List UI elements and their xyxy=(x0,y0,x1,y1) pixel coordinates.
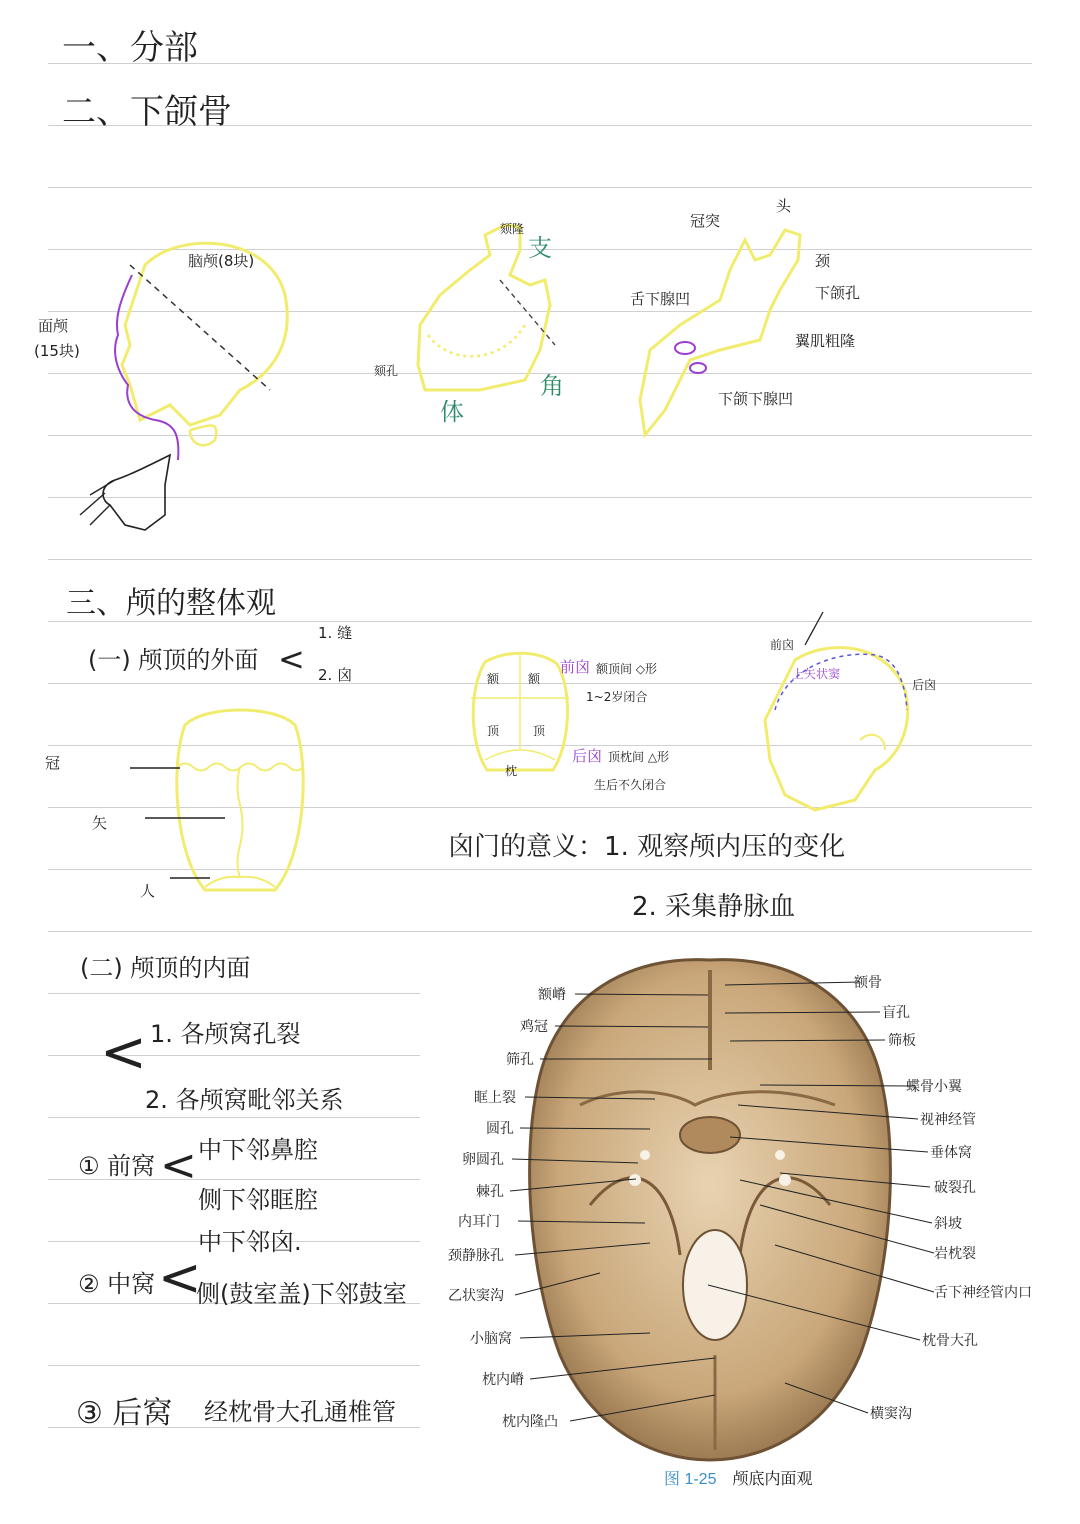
skull-side-sketch xyxy=(70,225,300,555)
anterior-fontanelle-desc: 额顶间 ◇形 xyxy=(596,662,658,676)
atlas-label-foramen-ovale: 卵圆孔 xyxy=(462,1152,504,1168)
fossa-anterior-side: 侧下邻眶腔 xyxy=(198,1186,318,1214)
brace-anterior: < xyxy=(160,1140,197,1191)
atlas-label-cribriform-plate: 筛板 xyxy=(888,1033,916,1049)
atlas-label-internal-occipital-crest: 枕内嵴 xyxy=(482,1372,524,1388)
posterior-fontanelle-label: 后囟 xyxy=(572,747,603,765)
infant-q2: 额 xyxy=(528,672,541,686)
posterior-fontanelle-close: 生后不久闭合 xyxy=(594,778,667,792)
label-chin-small: 颏隆 xyxy=(500,222,525,236)
heading-mandible: 二、下颌骨 xyxy=(62,92,232,132)
label-pterygoid: 翼肌粗隆 xyxy=(795,332,856,350)
atlas-label-superior-orbital-fissure: 眶上裂 xyxy=(474,1090,516,1106)
atlas-label-frontal-bone: 额骨 xyxy=(854,975,882,991)
label-head: 头 xyxy=(776,197,792,215)
fossa-posterior: ③ 后窝 xyxy=(76,1396,173,1431)
fossa-middle-side: 侧(鼓室盖)下邻鼓室 xyxy=(196,1280,407,1308)
label-neck: 颈 xyxy=(815,252,831,270)
vault-item-suture: 1. 缝 xyxy=(318,624,353,642)
atlas-label-internal-occipital-protuberance: 枕内隆凸 xyxy=(502,1414,558,1430)
infant-head-sketch xyxy=(755,600,955,820)
brace-fossae: < xyxy=(100,1020,147,1085)
atlas-label-optic-canal: 视神经管 xyxy=(920,1112,976,1128)
fossa-middle-mid: 中下邻囟. xyxy=(198,1228,302,1256)
atlas-label-foramen-cecum: 盲孔 xyxy=(882,1005,910,1021)
infant-q5: 枕 xyxy=(505,764,518,778)
label-facial-count: (15块) xyxy=(34,342,80,360)
heading-divisions: 一、分部 xyxy=(62,28,198,68)
label-mandibular-foramen: 下颌孔 xyxy=(815,284,861,302)
significance-item-1: 1. 观察颅内压的变化 xyxy=(604,832,846,862)
atlas-label-clivus: 斜坡 xyxy=(934,1216,962,1232)
fossa-middle: ② 中窝 xyxy=(78,1270,156,1298)
infant-q4: 顶 xyxy=(533,724,546,738)
infant-skull-top xyxy=(465,650,575,780)
atlas-label-cerebellar-fossa: 小脑窝 xyxy=(470,1331,512,1347)
figure-title: 颅底内面观 xyxy=(732,1471,813,1488)
mandible-side-sketch xyxy=(630,200,890,450)
figure-number: 图 1-25 xyxy=(664,1471,717,1488)
brace-middle: < xyxy=(158,1248,202,1308)
label-sagittal-suture: 矢 xyxy=(92,814,108,832)
atlas-label-foramen-lacerum: 破裂孔 xyxy=(934,1180,976,1196)
label-mental: 颏孔 xyxy=(374,364,399,378)
label-cranium: 脑颅(8块) xyxy=(188,252,255,270)
label-angle: 角 xyxy=(540,372,564,400)
section-vault-outer: (一) 颅顶的外面 xyxy=(88,646,259,674)
label-facial: 面颅 xyxy=(38,317,69,335)
posterior-fontanelle-desc: 顶枕间 △形 xyxy=(608,750,670,764)
atlas-label-sigmoid-sinus-groove: 乙状窦沟 xyxy=(448,1288,504,1304)
anterior-fontanelle-close: 1~2岁闭合 xyxy=(586,690,648,704)
fossa-anterior: ① 前窝 xyxy=(78,1152,156,1180)
atlas-label-lesser-wing: 蝶骨小翼 xyxy=(906,1079,962,1095)
anterior-fontanelle-label: 前囟 xyxy=(560,658,591,676)
atlas-label-foramen-magnum: 枕骨大孔 xyxy=(922,1333,978,1349)
inner-item-1: 1. 各颅窝孔裂 xyxy=(150,1020,301,1048)
infant-q3: 顶 xyxy=(487,724,500,738)
infant-q1: 额 xyxy=(487,672,500,686)
label-lambdoid-suture: 人 xyxy=(140,882,156,900)
significance-colon: ： xyxy=(578,832,605,862)
significance-item-2: 2. 采集静脉血 xyxy=(632,892,796,922)
atlas-label-transverse-sinus-groove: 横窦沟 xyxy=(870,1406,912,1422)
significance-title: 囟门的意义 xyxy=(448,832,579,862)
brace-left: < xyxy=(278,640,305,678)
baby-posterior-fontanelle: 后囟 xyxy=(912,678,937,692)
atlas-label-jugular-foramen: 颈静脉孔 xyxy=(448,1248,504,1264)
atlas-label-hypoglossal-canal: 舌下神经管内口 xyxy=(934,1285,1032,1301)
baby-sagittal-sinus: 上矢状窦 xyxy=(792,667,841,681)
figure-caption xyxy=(664,1466,813,1489)
skull-base-figure xyxy=(440,955,1060,1485)
label-coronal-suture: 冠 xyxy=(45,754,61,772)
label-coronoid: 冠突 xyxy=(690,212,721,230)
heading-overall: 三、颅的整体观 xyxy=(66,586,276,621)
label-submandibular-fossa: 下颌下腺凹 xyxy=(718,390,794,408)
atlas-label-internal-acoustic-meatus: 内耳门 xyxy=(458,1214,500,1230)
label-body: 体 xyxy=(440,398,464,426)
significance-line-1 xyxy=(448,826,845,863)
atlas-label-foramen-spinosum: 棘孔 xyxy=(476,1184,504,1200)
atlas-label-cribriform-foramina: 筛孔 xyxy=(506,1052,534,1068)
baby-anterior-fontanelle: 前囟 xyxy=(770,638,795,652)
atlas-label-petro-occipital-fissure: 岩枕裂 xyxy=(934,1246,976,1262)
label-branch: 支 xyxy=(528,234,552,262)
atlas-label-hypophyseal-fossa: 垂体窝 xyxy=(930,1145,972,1161)
atlas-label-crista-galli: 鸡冠 xyxy=(520,1019,548,1035)
label-sublingual-fossa: 舌下腺凹 xyxy=(630,290,691,308)
inner-item-2: 2. 各颅窝毗邻关系 xyxy=(145,1086,344,1114)
atlas-label-frontal-crest: 额嵴 xyxy=(538,987,566,1003)
suture-pointers xyxy=(125,765,235,885)
vault-item-fontanelle: 2. 囟 xyxy=(318,666,353,684)
section-vault-inner: (二) 颅顶的内面 xyxy=(80,954,251,982)
fossa-posterior-desc: 经枕骨大孔通椎管 xyxy=(204,1398,396,1426)
fossa-anterior-mid: 中下邻鼻腔 xyxy=(198,1136,318,1164)
atlas-label-foramen-rotundum: 圆孔 xyxy=(486,1121,514,1137)
